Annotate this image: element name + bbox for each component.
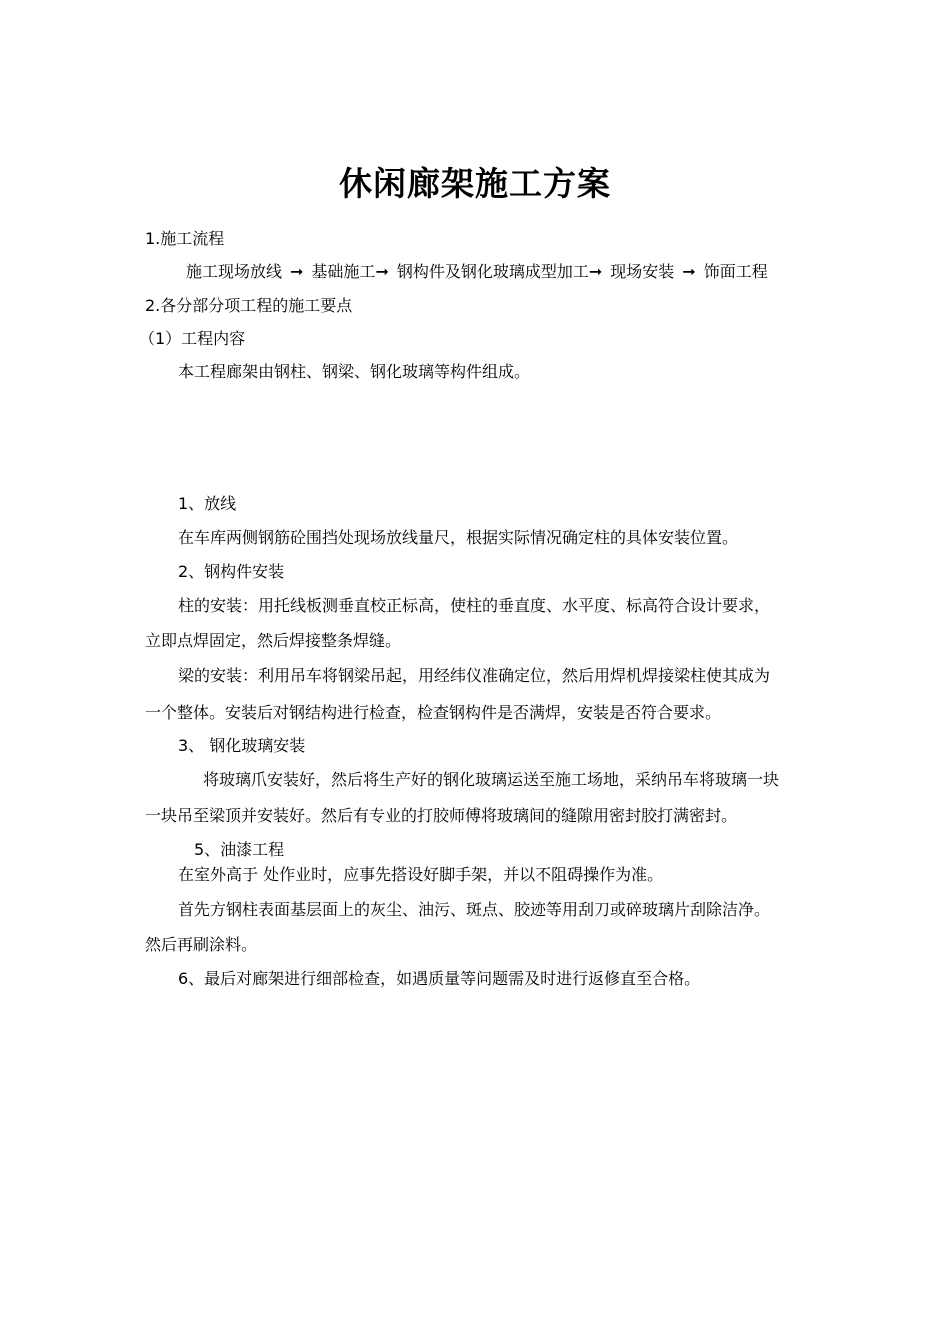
document-title: 休闲廊架施工方案: [339, 164, 611, 203]
paragraph-surface-prep-cont: 然后再刷涂料。: [145, 935, 258, 954]
paragraph-final-inspection: 6、最后对廊架进行细部检查，如遇质量等问题需及时进行返修直至合格。: [178, 969, 701, 988]
paragraph-layout: 在车库两侧钢筋砼围挡处现场放线量尺，根据实际情况确定柱的具体安装位置。: [178, 528, 739, 547]
paragraph-surface-prep: 首先方钢柱表面基层面上的灰尘、油污、斑点、胶迹等用刮刀或碎玻璃片刮除洁净。: [178, 900, 771, 919]
flow-step: 饰面工程: [703, 262, 768, 281]
paragraph-beam-install: 梁的安装：利用吊车将钢梁吊起，用经纬仪准确定位，然后用焊机焊接梁柱使其成为: [178, 666, 771, 685]
paragraph-column-install-cont: 立即点焊固定，然后焊接整条焊缝。: [145, 631, 402, 650]
paragraph-glass-install-cont: 一块吊至梁顶并安装好。然后有专业的打胶师傅将玻璃间的缝隙用密封胶打满密封。: [145, 806, 738, 825]
flow-step: 现场安装: [610, 262, 675, 281]
flow-step: 钢构件及钢化玻璃成型加工: [396, 262, 589, 281]
process-flow: [186, 262, 768, 282]
item-heading-steel-install: 2、钢构件安装: [178, 562, 285, 581]
item-heading-layout: 1、放线: [178, 494, 237, 513]
arrow-right-icon: ➞: [290, 262, 304, 281]
paragraph-glass-install: 将玻璃爪安装好，然后将生产好的钢化玻璃运送至施工场地，采纳吊车将玻璃一块: [203, 770, 780, 789]
item-heading-glass-install: 3、 钢化玻璃安装: [178, 736, 306, 755]
paragraph-scaffold: 在室外高于 处作业时，应事先搭设好脚手架，并以不阻碍操作为准。: [178, 865, 664, 884]
arrow-right-icon: ➞: [375, 262, 389, 281]
flow-step: 基础施工: [311, 262, 376, 281]
paragraph-beam-install-cont: 一个整体。安装后对钢结构进行检查，检查钢构件是否满焊，安装是否符合要求。: [145, 703, 722, 722]
flow-step: 施工现场放线: [186, 262, 283, 281]
section-heading-key-points: 2.各分部分项工程的施工要点: [145, 296, 353, 315]
arrow-right-icon: ➞: [682, 262, 696, 281]
item-heading-painting: 5、油漆工程: [194, 840, 285, 859]
paragraph-content: 本工程廊架由钢柱、钢梁、钢化玻璃等构件组成。: [178, 362, 531, 381]
section-heading-process: 1.施工流程: [145, 229, 225, 248]
subsection-heading-content: （1）工程内容: [139, 329, 246, 348]
arrow-right-icon: ➞: [588, 262, 603, 281]
paragraph-column-install: 柱的安装：用托线板测垂直校正标高，使柱的垂直度、水平度、标高符合设计要求，: [178, 596, 771, 615]
